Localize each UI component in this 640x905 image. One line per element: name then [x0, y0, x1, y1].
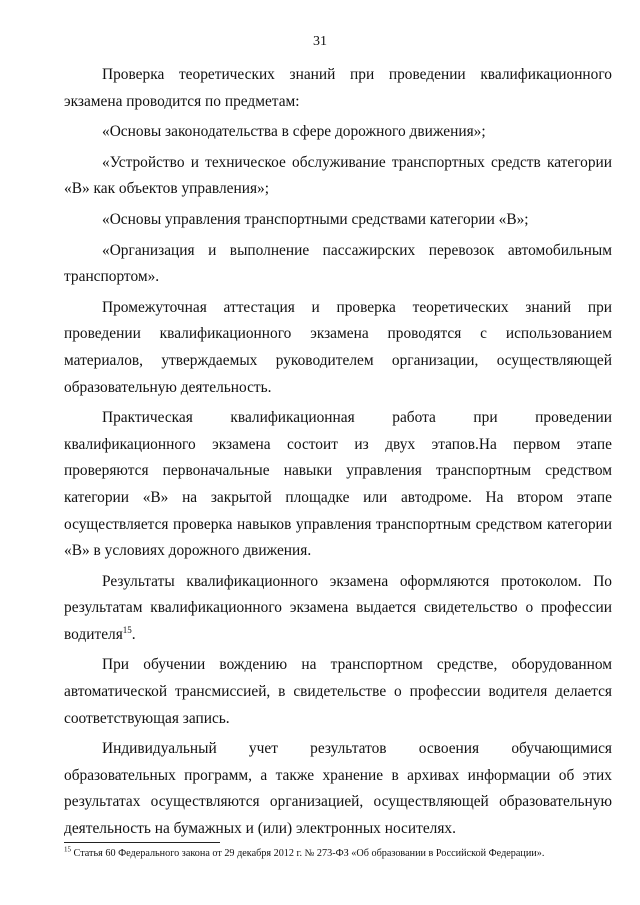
page-number: 31 [313, 34, 327, 49]
paragraph-text: Результаты квалификационного экзамена оформляются протоколом. По результатам квалификационного экзамена выдается свидетельство о профессии водителя [64, 572, 612, 643]
document-body [64, 62, 612, 843]
paragraph: Индивидуальный учет результатов освоения обучающимися образовательных программ, а также хранение в архивах информации об этих результатах осуществляются организацией, осуществляющей образовательную деятельность на бумажных и (или) электронных носителях. [64, 740, 612, 838]
paragraph: Промежуточная аттестация и проверка теоретических знаний при проведении квалификационного экзамена проводятся с использованием материалов, утверждаемых руководителем организации, осуществляющей образовательную деятельность. [64, 298, 612, 396]
paragraph-end: . [131, 625, 136, 643]
footnote-marker: 15 [64, 845, 71, 854]
footnote-divider [64, 842, 220, 843]
paragraph-with-footnote [64, 569, 612, 649]
paragraph: «Основы управления транспортными средствами категории «B»; [102, 210, 529, 228]
paragraph: Практическая квалификационная работа при проведении квалификационного экзамена состоит из двух этапов.На первом этапе проверяются первоначальные навыки управления транспортным средством категории «B» на закрытой площадке или автодроме. На втором этапе осуществляется проверка навыков управления транспортным средством категории «B» в условиях дорожного движения. [64, 409, 612, 560]
paragraph: Проверка теоретических знаний при проведении квалификационного экзамена проводится по предметам: [64, 66, 612, 110]
paragraph: «Организация и выполнение пассажирских перевозок автомобильным транспортом». [64, 241, 612, 286]
footnote-reference[interactable]: 15 [122, 624, 132, 635]
paragraph: При обучении вождению на транспортном средстве, оборудованном автоматической трансмиссией, в свидетельстве о профессии водителя делается соответствующая запись. [64, 656, 612, 727]
paragraph: «Устройство и техническое обслуживание транспортных средств категории «B» как объектов управления»; [64, 153, 612, 198]
paragraph: «Основы законодательства в сфере дорожного движения»; [102, 123, 486, 141]
footnote [64, 847, 612, 861]
footnote-text: Статья 60 Федерального закона от 29 декабря 2012 г. № 273-ФЗ «Об образовании в Российской Федерации». [71, 848, 545, 859]
